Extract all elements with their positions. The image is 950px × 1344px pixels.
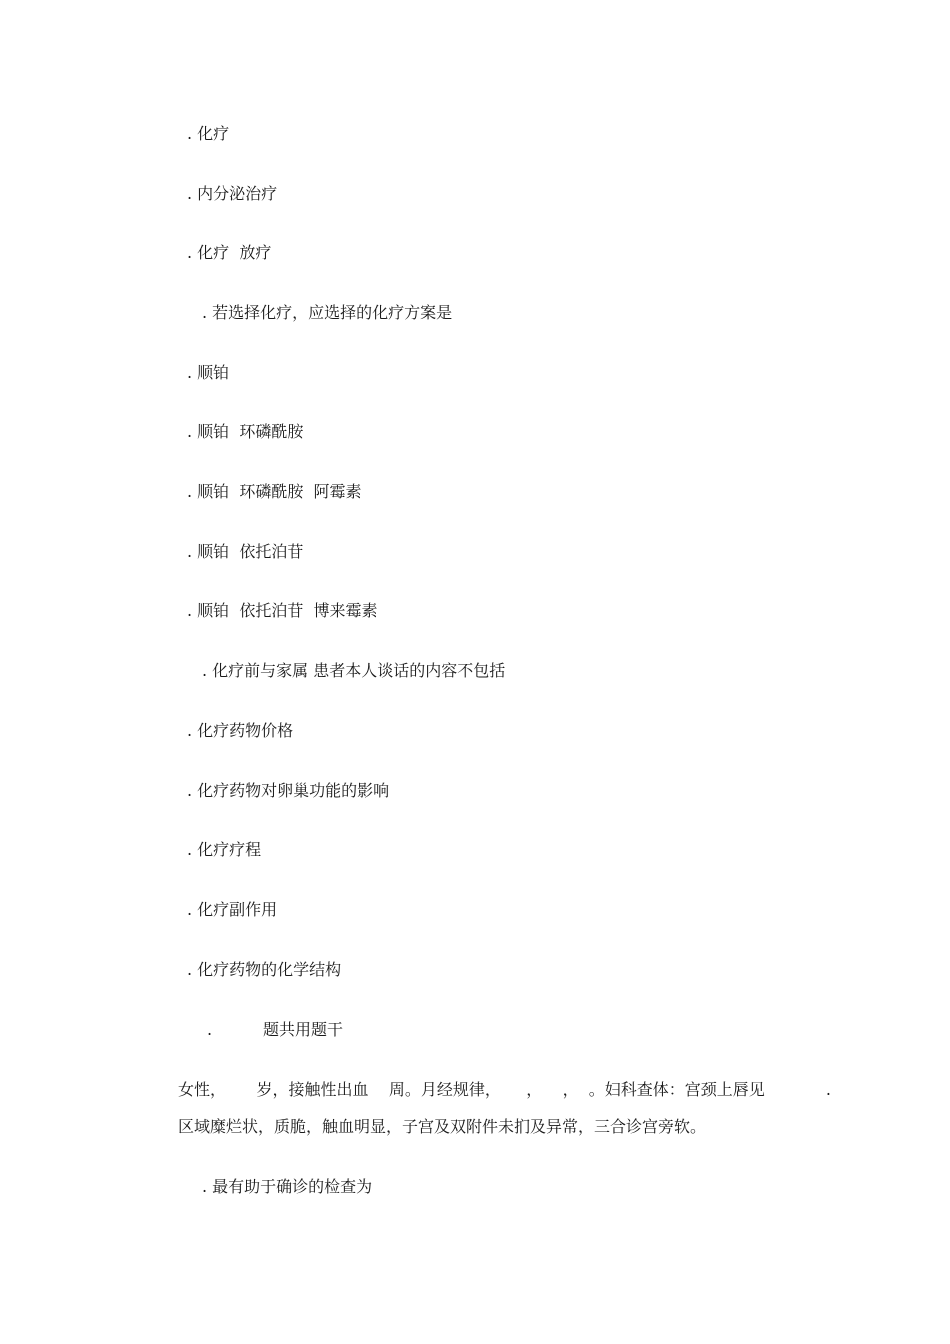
option-line: . 化疗 放疗 bbox=[187, 243, 272, 262]
case-paragraph-line: 区域糜烂状，质脆，触血明显，子宫及双附件未扪及异常，三合诊宫旁软。 bbox=[178, 1117, 707, 1136]
option-line: . 化疗药物对卵巢功能的影响 bbox=[187, 781, 390, 800]
option-line: . 化疗疗程 bbox=[187, 840, 262, 859]
question-line: . 化疗前与家属 患者本人谈话的内容不包括 bbox=[202, 661, 506, 680]
option-line: . 化疗副作用 bbox=[187, 900, 278, 919]
option-line: . 化疗药物价格 bbox=[187, 721, 294, 740]
question-line: . 若选择化疗，应选择的化疗方案是 bbox=[202, 303, 453, 322]
case-paragraph-line: 女性， 岁，接触性出血 周。月经规律， ， ， 。妇科查体：宫颈上唇见 . bbox=[178, 1080, 831, 1099]
question-line: . 最有助于确诊的检查为 bbox=[202, 1177, 373, 1196]
option-line: . 化疗药物的化学结构 bbox=[187, 960, 342, 979]
option-line: . 化疗 bbox=[187, 124, 230, 143]
section-heading: . 题共用题干 bbox=[207, 1020, 343, 1039]
option-line: . 顺铂 依托泊苷 bbox=[187, 542, 304, 561]
option-line: . 内分泌治疗 bbox=[187, 184, 278, 203]
option-line: . 顺铂 bbox=[187, 363, 230, 382]
option-line: . 顺铂 环磷酰胺 bbox=[187, 422, 304, 441]
option-line: . 顺铂 依托泊苷 博来霉素 bbox=[187, 601, 378, 620]
option-line: . 顺铂 环磷酰胺 阿霉素 bbox=[187, 482, 362, 501]
